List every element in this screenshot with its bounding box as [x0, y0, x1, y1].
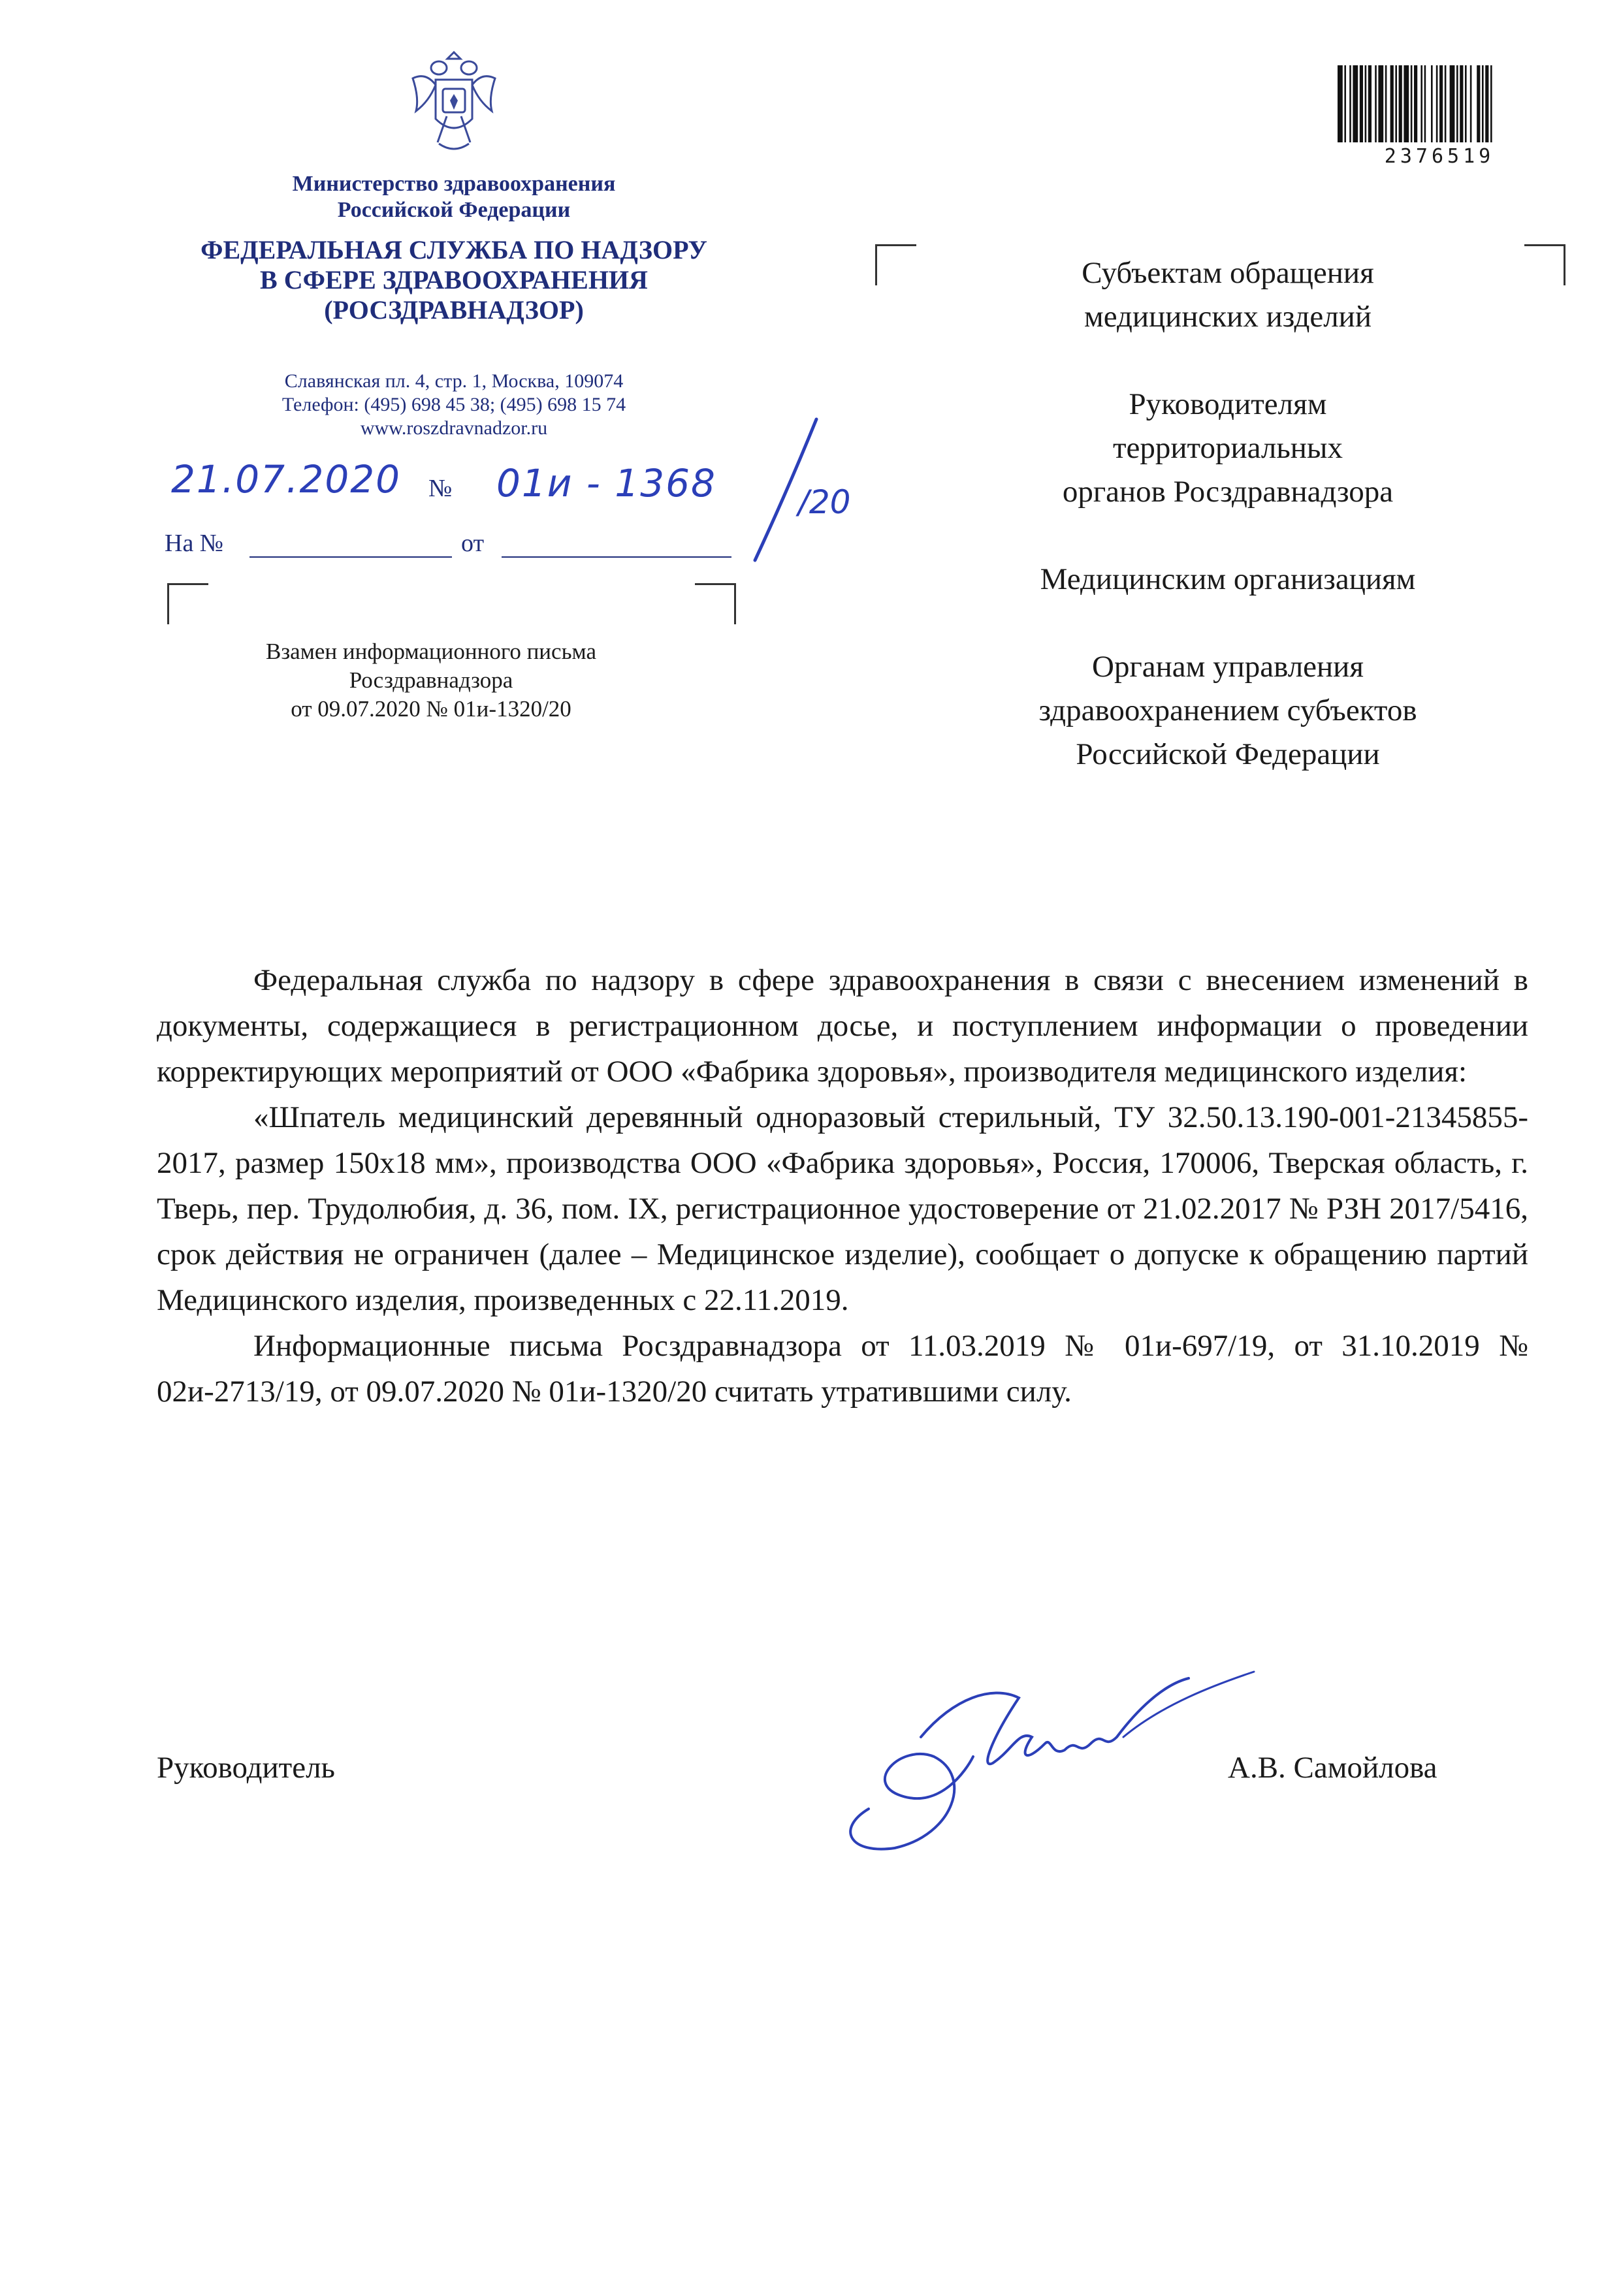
agency-contacts [196, 370, 712, 440]
outgoing-number-suffix: /20 [798, 483, 851, 521]
replacement-note [170, 637, 692, 724]
barcode-bar [1470, 65, 1472, 142]
reference-date-label: от [461, 530, 485, 557]
reference-number-label: На № [165, 530, 224, 557]
replacement-line1: Взамен информационного письма [266, 639, 596, 664]
barcode-bar [1353, 65, 1358, 142]
barcode-bar [1450, 65, 1455, 142]
ministry-line2: Российской Федерации [337, 198, 571, 222]
replacement-line3: от 09.07.2020 № 01и-1320/20 [291, 696, 571, 722]
barcode-bar [1375, 65, 1377, 142]
agency-line1: ФЕДЕРАЛЬНАЯ СЛУЖБА ПО НАДЗОРУ [201, 235, 707, 264]
agency-name [150, 235, 758, 325]
ministry-name [196, 171, 712, 223]
recipient: Руководителям территориальных органов Росздравнадзора [1062, 387, 1394, 509]
barcode-bar [1431, 65, 1433, 142]
body-paragraph-1: Федеральная служба по надзору в сфере здравоохранения в связи с внесением изменений в документы, содержащиеся в регистрационном досье, и поступлением информации о проведении корректирующих мероприятий от ООО «Фабрика здоровья», производителя медицинского изделия: [157, 963, 1528, 1089]
barcode-bar [1420, 65, 1422, 142]
handwritten-signature [823, 1659, 1267, 1868]
website: www.roszdravnadzor.ru [360, 417, 548, 439]
barcode-bar [1385, 65, 1387, 142]
barcode-bar [1485, 65, 1488, 142]
barcode-bar [1424, 65, 1426, 142]
barcode-bar [1482, 65, 1484, 142]
outgoing-date: 21.07.2020 [171, 457, 402, 502]
outgoing-number: 01и - 1368 [496, 461, 716, 505]
barcode-bar [1368, 65, 1372, 142]
barcode-bar [1436, 65, 1438, 142]
addressee-corner-left [875, 244, 916, 285]
barcode-bar [1360, 65, 1363, 142]
addressee-corner-right [1524, 244, 1565, 285]
recipients-block [940, 251, 1515, 820]
barcode [1335, 65, 1544, 142]
replacement-line2: Росздравнадзора [349, 667, 513, 693]
signatory-position: Руководитель [157, 1751, 335, 1785]
barcode-bar [1439, 65, 1443, 142]
barcode-bar [1395, 65, 1397, 142]
ministry-line1: Министерство здравоохранения [292, 172, 616, 196]
phone: Телефон: (495) 698 45 38; (495) 698 15 74 [281, 394, 626, 415]
barcode-bar [1399, 65, 1402, 142]
barcode-bar [1338, 65, 1343, 142]
barcode-bar [1414, 65, 1417, 142]
subject-corner-left [167, 583, 208, 624]
agency-line3: (РОСЗДРАВНАДЗОР) [324, 295, 584, 325]
body-paragraph-3: Информационные письма Росздравнадзора от 11.03.2019 № 01и-697/19, от 31.10.2019 № 02и-2713/19, от 09.07.2020 № 01и-1320/20 считать утратившими силу. [157, 1329, 1528, 1409]
reference-date-line [502, 556, 731, 558]
barcode-bar [1465, 65, 1467, 142]
barcode-bar [1344, 65, 1346, 142]
letter-body [157, 957, 1528, 1414]
barcode-bar [1349, 65, 1351, 142]
subject-corner-right [695, 583, 736, 624]
signatory-name: А.В. Самойлова [1228, 1751, 1437, 1785]
barcode-bar [1411, 65, 1413, 142]
outgoing-number-sign: № [428, 475, 453, 502]
address: Славянская пл. 4, стр. 1, Москва, 109074 [284, 370, 624, 392]
barcode-bar [1490, 65, 1492, 142]
barcode-bar [1378, 65, 1383, 142]
barcode-bar [1365, 65, 1367, 142]
state-emblem-icon [400, 39, 508, 167]
recipient: Субъектам обращения медицинских изделий [1082, 256, 1374, 334]
barcode-bar [1460, 65, 1463, 142]
barcode-number: 2376519 [1384, 145, 1495, 168]
recipient: Медицинским организациям [1040, 562, 1416, 596]
barcode-bar [1390, 65, 1394, 142]
agency-line2: В СФЕРЕ ЗДРАВООХРАНЕНИЯ [260, 265, 648, 295]
body-paragraph-2: «Шпатель медицинский деревянный одноразовый стерильный, ТУ 32.50.13.190-001-21345855-2017, размер 150х18 мм», производства ООО «Фабрика здоровья», Россия, 170006, Тверская область, г. Тверь, пер. Трудолюбия, д. 36, пом. IX, регистрационное удостоверение от 21.02.2017 № РЗН 2017/5416, срок действия не ограничен (далее – Медицинское изделие), сообщает о допуске к обращению партий Медицинского изделия, произведенных с 22.11.2019. [157, 1100, 1528, 1317]
reference-number-line [249, 556, 452, 558]
barcode-bar [1445, 65, 1447, 142]
barcode-bar [1404, 65, 1409, 142]
barcode-bar [1477, 65, 1480, 142]
barcode-bar [1456, 65, 1458, 142]
recipient: Органам управления здравоохранением субъектов Российской Федерации [1038, 650, 1417, 771]
